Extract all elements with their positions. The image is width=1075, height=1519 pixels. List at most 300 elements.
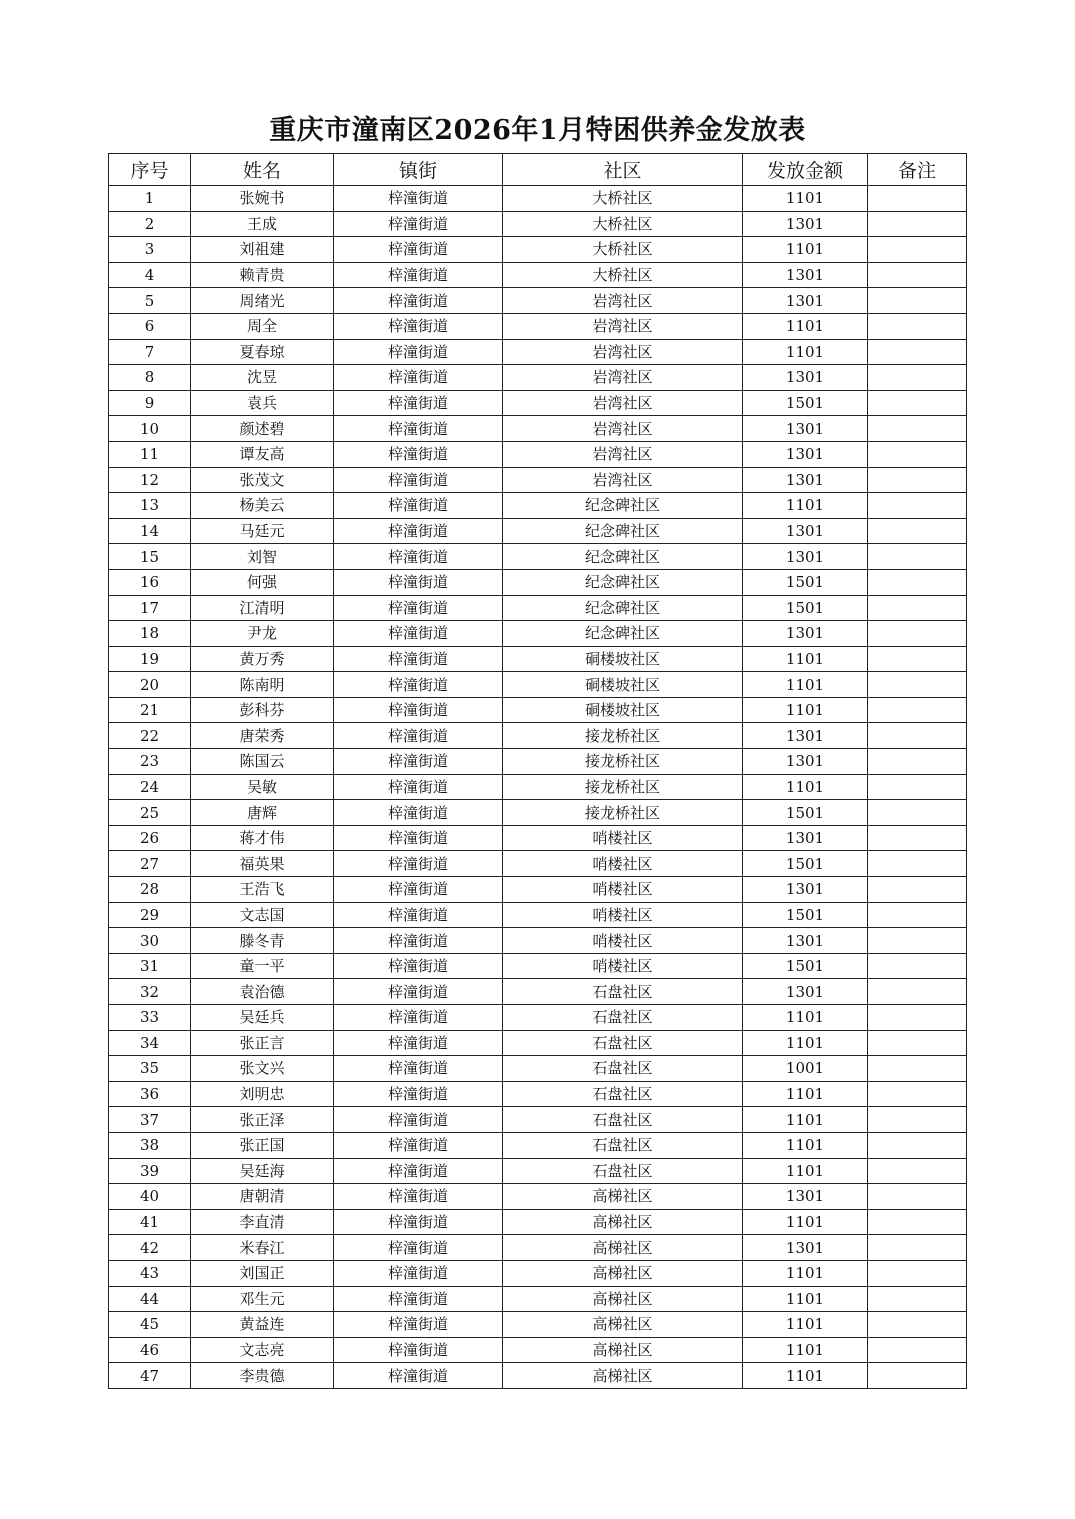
cell-seq: 1 xyxy=(109,186,191,212)
cell-seq: 38 xyxy=(109,1132,191,1158)
cell-town: 梓潼街道 xyxy=(334,1286,503,1312)
table-row xyxy=(109,1107,967,1133)
cell-remark xyxy=(868,749,967,775)
cell-name: 文志亮 xyxy=(191,1337,334,1363)
cell-amount: 1101 xyxy=(743,1363,868,1389)
cell-seq: 9 xyxy=(109,390,191,416)
cell-name: 黄万秀 xyxy=(191,646,334,672)
table-row xyxy=(109,1209,967,1235)
cell-seq: 4 xyxy=(109,262,191,288)
cell-town: 梓潼街道 xyxy=(334,979,503,1005)
cell-name: 张正言 xyxy=(191,1030,334,1056)
cell-remark xyxy=(868,774,967,800)
cell-town: 梓潼街道 xyxy=(334,723,503,749)
cell-name: 周全 xyxy=(191,313,334,339)
cell-remark xyxy=(868,1363,967,1389)
cell-amount: 1101 xyxy=(743,1260,868,1286)
cell-community: 高梯社区 xyxy=(503,1337,743,1363)
cell-amount: 1101 xyxy=(743,1158,868,1184)
table-row xyxy=(109,1235,967,1261)
cell-town: 梓潼街道 xyxy=(334,928,503,954)
cell-remark xyxy=(868,1209,967,1235)
cell-name: 袁兵 xyxy=(191,390,334,416)
cell-remark xyxy=(868,390,967,416)
table-row xyxy=(109,1184,967,1210)
table-row xyxy=(109,288,967,314)
cell-seq: 15 xyxy=(109,544,191,570)
cell-remark xyxy=(868,186,967,212)
header-row xyxy=(109,154,967,186)
cell-remark xyxy=(868,851,967,877)
cell-seq: 27 xyxy=(109,851,191,877)
cell-remark xyxy=(868,1158,967,1184)
table-row xyxy=(109,749,967,775)
cell-name: 张文兴 xyxy=(191,1056,334,1082)
cell-town: 梓潼街道 xyxy=(334,339,503,365)
cell-town: 梓潼街道 xyxy=(334,1158,503,1184)
cell-remark xyxy=(868,237,967,263)
cell-community: 石盘社区 xyxy=(503,1081,743,1107)
cell-seq: 28 xyxy=(109,877,191,903)
cell-amount: 1501 xyxy=(743,851,868,877)
cell-community: 大桥社区 xyxy=(503,186,743,212)
cell-amount: 1501 xyxy=(743,390,868,416)
cell-remark xyxy=(868,825,967,851)
cell-remark xyxy=(868,518,967,544)
cell-seq: 17 xyxy=(109,595,191,621)
cell-seq: 6 xyxy=(109,313,191,339)
cell-remark xyxy=(868,467,967,493)
cell-community: 接龙桥社区 xyxy=(503,723,743,749)
cell-remark xyxy=(868,569,967,595)
header-name: 姓名 xyxy=(191,154,334,186)
cell-name: 吴敏 xyxy=(191,774,334,800)
table-row xyxy=(109,646,967,672)
cell-amount: 1101 xyxy=(743,672,868,698)
cell-seq: 34 xyxy=(109,1030,191,1056)
header-amount: 发放金额 xyxy=(743,154,868,186)
cell-name: 滕冬青 xyxy=(191,928,334,954)
cell-community: 高梯社区 xyxy=(503,1209,743,1235)
cell-seq: 21 xyxy=(109,697,191,723)
cell-town: 梓潼街道 xyxy=(334,1260,503,1286)
cell-remark xyxy=(868,672,967,698)
cell-town: 梓潼街道 xyxy=(334,518,503,544)
cell-name: 沈昱 xyxy=(191,365,334,391)
cell-amount: 1301 xyxy=(743,979,868,1005)
table-row xyxy=(109,851,967,877)
cell-seq: 13 xyxy=(109,493,191,519)
cell-town: 梓潼街道 xyxy=(334,493,503,519)
cell-town: 梓潼街道 xyxy=(334,313,503,339)
cell-community: 大桥社区 xyxy=(503,262,743,288)
cell-town: 梓潼街道 xyxy=(334,595,503,621)
cell-remark xyxy=(868,1260,967,1286)
cell-remark xyxy=(868,288,967,314)
cell-name: 刘明忠 xyxy=(191,1081,334,1107)
cell-amount: 1301 xyxy=(743,1184,868,1210)
cell-seq: 31 xyxy=(109,953,191,979)
cell-seq: 41 xyxy=(109,1209,191,1235)
cell-town: 梓潼街道 xyxy=(334,1184,503,1210)
cell-amount: 1101 xyxy=(743,1312,868,1338)
cell-amount: 1101 xyxy=(743,313,868,339)
cell-community: 硐楼坡社区 xyxy=(503,697,743,723)
table-row xyxy=(109,237,967,263)
cell-community: 哨楼社区 xyxy=(503,928,743,954)
cell-name: 唐朝清 xyxy=(191,1184,334,1210)
cell-seq: 22 xyxy=(109,723,191,749)
table-row xyxy=(109,262,967,288)
cell-town: 梓潼街道 xyxy=(334,544,503,570)
cell-community: 哨楼社区 xyxy=(503,825,743,851)
cell-community: 高梯社区 xyxy=(503,1184,743,1210)
cell-name: 黄益连 xyxy=(191,1312,334,1338)
cell-seq: 43 xyxy=(109,1260,191,1286)
cell-amount: 1101 xyxy=(743,339,868,365)
cell-seq: 8 xyxy=(109,365,191,391)
cell-amount: 1301 xyxy=(743,544,868,570)
cell-amount: 1101 xyxy=(743,697,868,723)
cell-name: 周绪光 xyxy=(191,288,334,314)
table-row xyxy=(109,339,967,365)
cell-remark xyxy=(868,313,967,339)
table-row xyxy=(109,672,967,698)
cell-seq: 40 xyxy=(109,1184,191,1210)
cell-seq: 10 xyxy=(109,416,191,442)
cell-amount: 1301 xyxy=(743,877,868,903)
cell-name: 刘国正 xyxy=(191,1260,334,1286)
cell-remark xyxy=(868,621,967,647)
cell-community: 哨楼社区 xyxy=(503,953,743,979)
cell-remark xyxy=(868,1312,967,1338)
cell-remark xyxy=(868,493,967,519)
cell-town: 梓潼街道 xyxy=(334,953,503,979)
cell-community: 接龙桥社区 xyxy=(503,800,743,826)
cell-town: 梓潼街道 xyxy=(334,1337,503,1363)
cell-amount: 1501 xyxy=(743,953,868,979)
cell-community: 纪念碑社区 xyxy=(503,621,743,647)
cell-name: 童一平 xyxy=(191,953,334,979)
payment-table xyxy=(108,153,967,1389)
table-row xyxy=(109,1260,967,1286)
table-row xyxy=(109,1158,967,1184)
cell-name: 彭科芬 xyxy=(191,697,334,723)
cell-amount: 1301 xyxy=(743,1235,868,1261)
cell-community: 硐楼坡社区 xyxy=(503,646,743,672)
cell-seq: 33 xyxy=(109,1005,191,1031)
cell-remark xyxy=(868,1056,967,1082)
table-row xyxy=(109,1056,967,1082)
cell-community: 石盘社区 xyxy=(503,1158,743,1184)
cell-amount: 1301 xyxy=(743,416,868,442)
table-row xyxy=(109,697,967,723)
cell-amount: 1301 xyxy=(743,365,868,391)
cell-amount: 1301 xyxy=(743,262,868,288)
table-row xyxy=(109,621,967,647)
table-row xyxy=(109,467,967,493)
cell-remark xyxy=(868,800,967,826)
table-row xyxy=(109,877,967,903)
cell-name: 吴廷海 xyxy=(191,1158,334,1184)
cell-amount: 1101 xyxy=(743,1209,868,1235)
cell-town: 梓潼街道 xyxy=(334,774,503,800)
cell-remark xyxy=(868,979,967,1005)
cell-name: 李贵德 xyxy=(191,1363,334,1389)
cell-seq: 5 xyxy=(109,288,191,314)
cell-remark xyxy=(868,928,967,954)
cell-amount: 1501 xyxy=(743,569,868,595)
cell-name: 江清明 xyxy=(191,595,334,621)
cell-seq: 16 xyxy=(109,569,191,595)
cell-remark xyxy=(868,1184,967,1210)
cell-name: 吴廷兵 xyxy=(191,1005,334,1031)
cell-amount: 1301 xyxy=(743,441,868,467)
cell-town: 梓潼街道 xyxy=(334,646,503,672)
cell-remark xyxy=(868,877,967,903)
cell-remark xyxy=(868,1337,967,1363)
cell-seq: 20 xyxy=(109,672,191,698)
cell-name: 王浩飞 xyxy=(191,877,334,903)
cell-seq: 11 xyxy=(109,441,191,467)
cell-town: 梓潼街道 xyxy=(334,749,503,775)
cell-name: 刘智 xyxy=(191,544,334,570)
cell-community: 纪念碑社区 xyxy=(503,569,743,595)
cell-remark xyxy=(868,646,967,672)
cell-name: 张茂文 xyxy=(191,467,334,493)
cell-amount: 1101 xyxy=(743,1132,868,1158)
cell-town: 梓潼街道 xyxy=(334,1132,503,1158)
cell-seq: 29 xyxy=(109,902,191,928)
cell-town: 梓潼街道 xyxy=(334,621,503,647)
cell-community: 高梯社区 xyxy=(503,1286,743,1312)
cell-name: 米春江 xyxy=(191,1235,334,1261)
cell-seq: 7 xyxy=(109,339,191,365)
table-row xyxy=(109,825,967,851)
cell-community: 岩湾社区 xyxy=(503,416,743,442)
cell-town: 梓潼街道 xyxy=(334,1056,503,1082)
cell-town: 梓潼街道 xyxy=(334,365,503,391)
table-row xyxy=(109,723,967,749)
cell-seq: 26 xyxy=(109,825,191,851)
cell-amount: 1101 xyxy=(743,1030,868,1056)
cell-community: 石盘社区 xyxy=(503,1005,743,1031)
cell-town: 梓潼街道 xyxy=(334,1312,503,1338)
cell-amount: 1501 xyxy=(743,902,868,928)
header-seq: 序号 xyxy=(109,154,191,186)
cell-community: 高梯社区 xyxy=(503,1312,743,1338)
table-row xyxy=(109,569,967,595)
cell-town: 梓潼街道 xyxy=(334,851,503,877)
cell-amount: 1101 xyxy=(743,1005,868,1031)
cell-community: 岩湾社区 xyxy=(503,288,743,314)
cell-name: 袁治德 xyxy=(191,979,334,1005)
cell-community: 岩湾社区 xyxy=(503,339,743,365)
cell-community: 大桥社区 xyxy=(503,211,743,237)
table-row xyxy=(109,1030,967,1056)
table-row xyxy=(109,1363,967,1389)
cell-amount: 1301 xyxy=(743,467,868,493)
cell-seq: 30 xyxy=(109,928,191,954)
cell-community: 纪念碑社区 xyxy=(503,595,743,621)
cell-seq: 18 xyxy=(109,621,191,647)
cell-amount: 1301 xyxy=(743,211,868,237)
cell-remark xyxy=(868,1107,967,1133)
table-row xyxy=(109,186,967,212)
cell-name: 福英果 xyxy=(191,851,334,877)
cell-seq: 23 xyxy=(109,749,191,775)
cell-community: 石盘社区 xyxy=(503,1132,743,1158)
cell-town: 梓潼街道 xyxy=(334,237,503,263)
cell-name: 马廷元 xyxy=(191,518,334,544)
cell-amount: 1101 xyxy=(743,493,868,519)
cell-amount: 1101 xyxy=(743,1107,868,1133)
cell-town: 梓潼街道 xyxy=(334,1107,503,1133)
cell-remark xyxy=(868,723,967,749)
table-row xyxy=(109,979,967,1005)
cell-amount: 1101 xyxy=(743,774,868,800)
table-row xyxy=(109,1005,967,1031)
cell-name: 唐辉 xyxy=(191,800,334,826)
cell-amount: 1301 xyxy=(743,928,868,954)
header-town: 镇街 xyxy=(334,154,503,186)
table-row xyxy=(109,1286,967,1312)
cell-remark xyxy=(868,1005,967,1031)
cell-remark xyxy=(868,339,967,365)
cell-amount: 1501 xyxy=(743,800,868,826)
cell-seq: 12 xyxy=(109,467,191,493)
cell-name: 唐荣秀 xyxy=(191,723,334,749)
cell-community: 硐楼坡社区 xyxy=(503,672,743,698)
cell-community: 纪念碑社区 xyxy=(503,518,743,544)
cell-name: 张婉书 xyxy=(191,186,334,212)
cell-community: 哨楼社区 xyxy=(503,877,743,903)
cell-town: 梓潼街道 xyxy=(334,902,503,928)
cell-remark xyxy=(868,1081,967,1107)
cell-town: 梓潼街道 xyxy=(334,1363,503,1389)
cell-name: 夏春琼 xyxy=(191,339,334,365)
cell-town: 梓潼街道 xyxy=(334,569,503,595)
cell-seq: 25 xyxy=(109,800,191,826)
cell-amount: 1101 xyxy=(743,1337,868,1363)
cell-remark xyxy=(868,1286,967,1312)
table-row xyxy=(109,1132,967,1158)
cell-remark xyxy=(868,365,967,391)
cell-amount: 1301 xyxy=(743,288,868,314)
cell-community: 纪念碑社区 xyxy=(503,493,743,519)
cell-seq: 14 xyxy=(109,518,191,544)
cell-amount: 1301 xyxy=(743,723,868,749)
cell-remark xyxy=(868,262,967,288)
cell-town: 梓潼街道 xyxy=(334,186,503,212)
cell-remark xyxy=(868,1235,967,1261)
cell-town: 梓潼街道 xyxy=(334,467,503,493)
cell-name: 陈国云 xyxy=(191,749,334,775)
cell-seq: 44 xyxy=(109,1286,191,1312)
table-row xyxy=(109,313,967,339)
cell-community: 石盘社区 xyxy=(503,979,743,1005)
cell-seq: 2 xyxy=(109,211,191,237)
cell-name: 何强 xyxy=(191,569,334,595)
cell-community: 岩湾社区 xyxy=(503,313,743,339)
cell-name: 颜述碧 xyxy=(191,416,334,442)
table-row xyxy=(109,1312,967,1338)
cell-community: 高梯社区 xyxy=(503,1260,743,1286)
cell-community: 纪念碑社区 xyxy=(503,544,743,570)
cell-seq: 46 xyxy=(109,1337,191,1363)
cell-town: 梓潼街道 xyxy=(334,1005,503,1031)
cell-town: 梓潼街道 xyxy=(334,211,503,237)
header-community: 社区 xyxy=(503,154,743,186)
cell-community: 高梯社区 xyxy=(503,1363,743,1389)
table-row xyxy=(109,493,967,519)
cell-remark xyxy=(868,595,967,621)
cell-remark xyxy=(868,544,967,570)
cell-name: 张正国 xyxy=(191,1132,334,1158)
table-row xyxy=(109,928,967,954)
cell-town: 梓潼街道 xyxy=(334,877,503,903)
cell-seq: 47 xyxy=(109,1363,191,1389)
cell-community: 高梯社区 xyxy=(503,1235,743,1261)
cell-town: 梓潼街道 xyxy=(334,416,503,442)
cell-name: 陈南明 xyxy=(191,672,334,698)
cell-amount: 1101 xyxy=(743,237,868,263)
cell-community: 接龙桥社区 xyxy=(503,774,743,800)
cell-town: 梓潼街道 xyxy=(334,1081,503,1107)
cell-amount: 1101 xyxy=(743,1081,868,1107)
table-row xyxy=(109,1081,967,1107)
cell-name: 杨美云 xyxy=(191,493,334,519)
cell-seq: 39 xyxy=(109,1158,191,1184)
cell-name: 刘祖建 xyxy=(191,237,334,263)
cell-community: 石盘社区 xyxy=(503,1056,743,1082)
cell-remark xyxy=(868,441,967,467)
cell-name: 蒋才伟 xyxy=(191,825,334,851)
cell-remark xyxy=(868,211,967,237)
cell-remark xyxy=(868,416,967,442)
cell-seq: 45 xyxy=(109,1312,191,1338)
cell-name: 文志国 xyxy=(191,902,334,928)
cell-town: 梓潼街道 xyxy=(334,390,503,416)
cell-amount: 1501 xyxy=(743,595,868,621)
cell-seq: 32 xyxy=(109,979,191,1005)
cell-town: 梓潼街道 xyxy=(334,288,503,314)
cell-community: 岩湾社区 xyxy=(503,441,743,467)
cell-seq: 19 xyxy=(109,646,191,672)
cell-community: 哨楼社区 xyxy=(503,851,743,877)
cell-amount: 1101 xyxy=(743,646,868,672)
cell-amount: 1301 xyxy=(743,825,868,851)
cell-remark xyxy=(868,1132,967,1158)
cell-remark xyxy=(868,697,967,723)
cell-name: 王成 xyxy=(191,211,334,237)
cell-amount: 1101 xyxy=(743,186,868,212)
cell-town: 梓潼街道 xyxy=(334,1030,503,1056)
cell-town: 梓潼街道 xyxy=(334,672,503,698)
cell-name: 李直清 xyxy=(191,1209,334,1235)
cell-town: 梓潼街道 xyxy=(334,825,503,851)
cell-community: 岩湾社区 xyxy=(503,390,743,416)
cell-seq: 37 xyxy=(109,1107,191,1133)
table-row xyxy=(109,1337,967,1363)
cell-town: 梓潼街道 xyxy=(334,697,503,723)
cell-remark xyxy=(868,1030,967,1056)
cell-town: 梓潼街道 xyxy=(334,262,503,288)
table-row xyxy=(109,518,967,544)
table-row xyxy=(109,953,967,979)
header-remark: 备注 xyxy=(868,154,967,186)
cell-amount: 1301 xyxy=(743,518,868,544)
